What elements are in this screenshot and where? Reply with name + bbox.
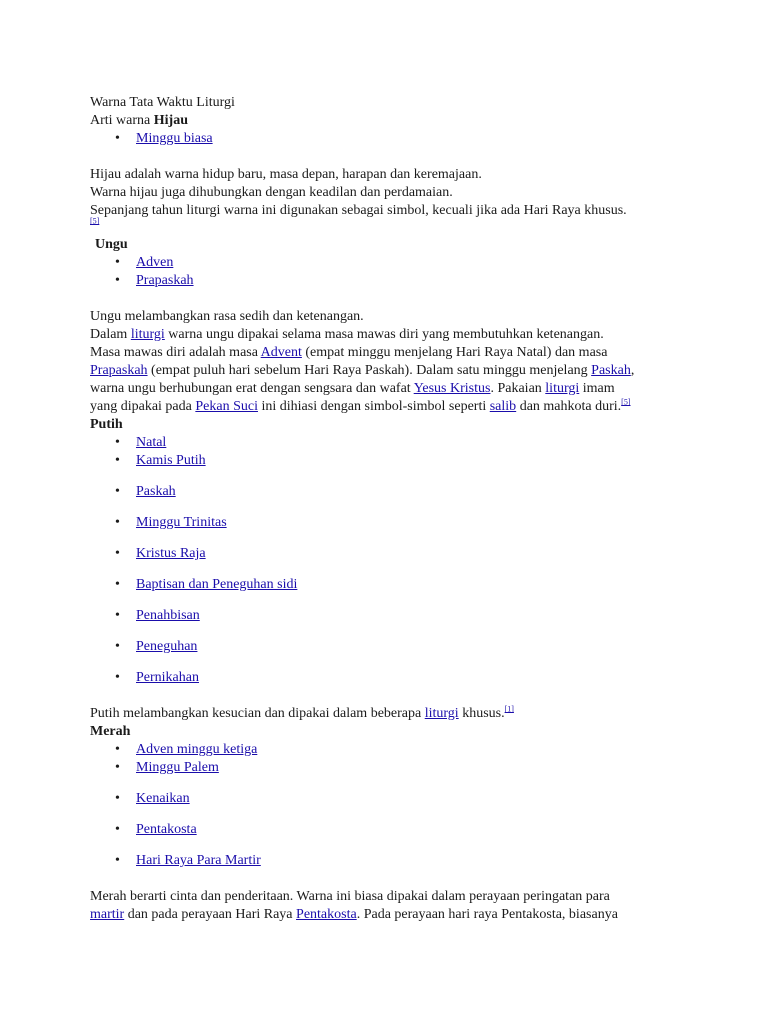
red-list xyxy=(90,741,730,870)
text-span: Masa mawas diri adalah masa xyxy=(90,345,261,360)
link-pentakosta[interactable]: Pentakosta xyxy=(136,822,197,837)
link-paskah[interactable]: Paskah xyxy=(136,484,176,499)
purple-paragraph-2 xyxy=(90,326,730,344)
bullet-icon: • xyxy=(115,546,120,561)
list-item xyxy=(90,483,730,501)
list-item xyxy=(90,638,730,656)
green-heading-line xyxy=(90,112,730,130)
document-title: Warna Tata Waktu Liturgi xyxy=(90,95,235,110)
link-minggu-palem[interactable]: Minggu Palem xyxy=(136,760,219,775)
text-span: Dalam xyxy=(90,327,131,342)
link-kamis-putih[interactable]: Kamis Putih xyxy=(136,453,206,468)
link-prapaskah-inline[interactable]: Prapaskah xyxy=(90,363,148,378)
bullet-icon: • xyxy=(115,853,120,868)
spacer xyxy=(90,148,730,166)
purple-paragraph-3 xyxy=(90,344,730,362)
purple-list xyxy=(90,254,730,290)
green-paragraph-3: Sepanjang tahun liturgi warna ini digunakan sebagai simbol, kecuali jika ada Hari Raya khusus. xyxy=(90,203,627,218)
white-list xyxy=(90,434,730,687)
bullet-icon: • xyxy=(115,742,120,757)
bullet-icon: • xyxy=(115,577,120,592)
link-pekan-suci[interactable]: Pekan Suci xyxy=(195,399,258,414)
purple-heading: Ungu xyxy=(95,237,128,252)
text-span: (empat puluh hari sebelum Hari Raya Paskah). Dalam satu minggu menjelang xyxy=(147,363,592,378)
link-martir[interactable]: martir xyxy=(90,907,125,922)
purple-paragraph-4 xyxy=(90,362,730,380)
link-liturgi[interactable]: liturgi xyxy=(130,327,165,342)
green-paragraph-1: Hijau adalah warna hidup baru, masa depan, harapan dan keremajaan. xyxy=(90,167,482,182)
white-heading-line xyxy=(90,416,730,434)
link-salib[interactable]: salib xyxy=(489,399,517,414)
link-yesus-kristus[interactable]: Yesus Kristus xyxy=(413,381,491,396)
reference-link[interactable]: [1] xyxy=(504,704,514,714)
link-penahbisan[interactable]: Penahbisan xyxy=(136,608,200,623)
green-heading: Hijau xyxy=(153,113,188,128)
text-span: yang dipakai pada xyxy=(90,399,196,414)
bullet-icon: • xyxy=(115,484,120,499)
link-minggu-biasa[interactable]: Minggu biasa xyxy=(136,131,213,146)
link-liturgi[interactable]: liturgi xyxy=(545,381,580,396)
text-span: dan pada perayaan Hari Raya xyxy=(124,907,297,922)
spacer xyxy=(90,687,730,705)
list-item xyxy=(90,852,730,870)
link-prapaskah[interactable]: Prapaskah xyxy=(136,273,194,288)
link-minggu-trinitas[interactable]: Minggu Trinitas xyxy=(136,515,227,530)
list-item xyxy=(90,669,730,687)
purple-paragraph-1: Ungu melambangkan rasa sedih dan ketenangan. xyxy=(90,309,364,324)
purple-paragraph-5 xyxy=(90,380,730,398)
link-natal[interactable]: Natal xyxy=(136,435,167,450)
bullet-icon: • xyxy=(115,822,120,837)
text-span: imam xyxy=(579,381,615,396)
purple-paragraph-6 xyxy=(90,398,730,416)
green-ref-line xyxy=(90,216,730,232)
white-heading: Putih xyxy=(90,417,123,432)
text-span: . Pakaian xyxy=(490,381,546,396)
link-kristus-raja[interactable]: Kristus Raja xyxy=(136,546,206,561)
text-span: dan mahkota duri. xyxy=(516,399,622,414)
text-span: Putih melambangkan kesucian dan dipakai dalam beberapa xyxy=(90,706,425,721)
green-list xyxy=(90,130,730,148)
list-item xyxy=(90,741,730,759)
red-heading-line xyxy=(90,723,730,741)
red-heading: Merah xyxy=(90,724,131,739)
bullet-icon: • xyxy=(115,131,120,146)
spacer xyxy=(90,870,730,888)
bullet-icon: • xyxy=(115,435,120,450)
bullet-icon: • xyxy=(115,608,120,623)
bullet-icon: • xyxy=(115,273,120,288)
list-item xyxy=(90,790,730,808)
bullet-icon: • xyxy=(115,760,120,775)
list-item xyxy=(90,821,730,839)
list-item xyxy=(90,545,730,563)
purple-heading-line xyxy=(90,236,730,254)
link-hari-raya-para-martir[interactable]: Hari Raya Para Martir xyxy=(136,853,261,868)
link-kenaikan[interactable]: Kenaikan xyxy=(136,791,190,806)
list-item xyxy=(90,759,730,777)
list-item xyxy=(90,254,730,272)
bullet-icon: • xyxy=(115,791,120,806)
list-item xyxy=(90,130,730,148)
link-adven[interactable]: Adven xyxy=(136,255,174,270)
link-advent[interactable]: Advent xyxy=(260,345,302,360)
link-liturgi[interactable]: liturgi xyxy=(424,706,459,721)
bullet-icon: • xyxy=(115,670,120,685)
bullet-icon: • xyxy=(115,515,120,530)
link-pernikahan[interactable]: Pernikahan xyxy=(136,670,199,685)
bullet-icon: • xyxy=(115,639,120,654)
reference-link[interactable]: [5] xyxy=(90,216,100,226)
text-span: khusus. xyxy=(458,706,505,721)
text-span: (empat minggu menjelang Hari Raya Natal) dan masa xyxy=(301,345,608,360)
text-span: , xyxy=(630,363,635,378)
link-pentakosta-inline[interactable]: Pentakosta xyxy=(296,907,357,922)
list-item xyxy=(90,452,730,470)
text-span: warna ungu berhubungan erat dengan sengsara dan wafat xyxy=(90,381,414,396)
text-span: ini dihiasi dengan simbol-simbol seperti xyxy=(257,399,490,414)
bullet-icon: • xyxy=(115,255,120,270)
red-paragraph-1: Merah berarti cinta dan penderitaan. Warna ini biasa dipakai dalam perayaan peringatan para xyxy=(90,889,610,904)
list-item xyxy=(90,434,730,452)
text-span: . Pada perayaan hari raya Pentakosta, biasanya xyxy=(356,907,618,922)
text-span: warna ungu dipakai selama masa mawas diri yang membutuhkan ketenangan. xyxy=(164,327,604,342)
white-paragraph-1 xyxy=(90,705,730,723)
red-paragraph-2 xyxy=(90,906,730,924)
spacer xyxy=(90,290,730,308)
link-paskah[interactable]: Paskah xyxy=(591,363,631,378)
green-paragraph-2: Warna hijau juga dihubungkan dengan keadilan dan perdamaian. xyxy=(90,185,453,200)
list-item xyxy=(90,576,730,594)
green-intro: Arti warna xyxy=(90,113,154,128)
list-item xyxy=(90,514,730,532)
document-page xyxy=(90,94,730,924)
link-adven-minggu-ketiga[interactable]: Adven minggu ketiga xyxy=(136,742,258,757)
link-peneguhan[interactable]: Peneguhan xyxy=(136,639,198,654)
list-item xyxy=(90,272,730,290)
reference-link[interactable]: [5] xyxy=(621,397,631,407)
link-baptisan[interactable]: Baptisan dan Peneguhan sidi xyxy=(136,577,298,592)
list-item xyxy=(90,607,730,625)
bullet-icon: • xyxy=(115,453,120,468)
